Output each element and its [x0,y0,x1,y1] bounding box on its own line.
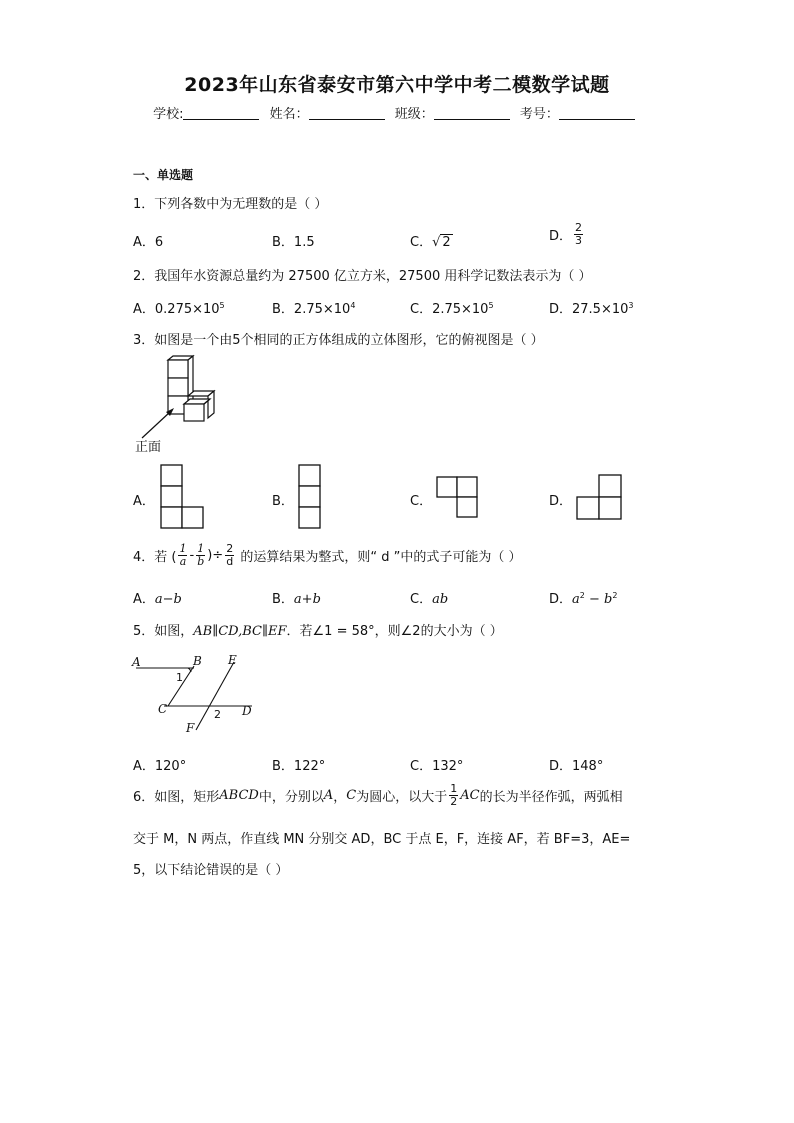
q2-option-d-exp: 3 [628,301,634,310]
q2-option-d-text: D．27.5×10 [549,302,629,317]
school-blank [183,107,259,120]
q1-option-b: B．1.5 [272,235,315,250]
label-e: E [228,653,237,667]
q5-condition: AB∥CD,BC∥EF [193,624,287,639]
q4-option-c-prefix: C． [410,592,433,607]
question-6-line-3: 5，以下结论错误的是（ ） [133,863,289,878]
q5-prefix: 5．如图， [133,624,194,639]
q2-option-b-exp: 4 [350,301,356,310]
q1-option-d-fraction [574,222,583,247]
frac-num: 2 [575,221,583,234]
student-info-row [0,103,794,122]
q4-fraction-1 [178,543,187,568]
frac-num: 1 [179,542,187,555]
q1-option-d-prefix: D． [549,229,573,244]
q2-option-b [272,298,355,317]
q2-option-a [133,298,225,317]
q4-option-d-exp2: 2 [612,591,618,600]
q4-option-d-base: a [572,592,580,607]
frac-num: 2 [226,542,234,555]
q4-prefix: 4．若 ( [133,550,177,565]
frac-den: b [197,555,205,568]
q1-option-c [410,231,453,250]
frac-den: d [226,555,234,568]
q6-text: 的长为半径作弧，两弧相 [479,790,623,805]
q2-option-b-text: B．2.75×10 [272,302,351,317]
q4-divide: )÷ [207,548,224,563]
q3-option-c-label: C． [410,494,433,509]
angle-1-label: 1 [176,671,183,684]
question-6-line-2: 交于 M，N 两点，作直线 MN 分别交 AD，BC 于点 E，F，连接 AF，若 BF=3，AE= [133,832,631,847]
q6-text: ， [333,790,347,805]
q1-option-d [549,222,585,247]
q4-option-b-prefix: B． [272,592,294,607]
question-1-stem: 1．下列各数中为无理数的是（ ） [133,197,328,212]
q3-option-a-label: A． [133,494,155,509]
q2-option-a-exp: 5 [219,301,225,310]
arrow-line [142,412,170,438]
q1-option-a: A．6 [133,235,164,250]
exam-no-label: 考号： [519,107,559,122]
q6-text: 6．如图，矩形 [133,790,220,805]
q6-segment-ac: AC [460,788,480,803]
q5-geometry-figure [130,654,270,736]
front-label: 正面 [135,440,162,455]
label-b: B [193,654,202,668]
q4-option-a-text: a−b [154,592,182,607]
angle-1-arc [188,668,191,672]
frac-num: 1 [450,782,458,795]
question-4-stem [133,543,521,568]
q6-text: 中，分别以 [258,790,324,805]
q4-option-c [410,588,448,607]
q3-option-d-figure [576,474,624,520]
frac-den: a [179,555,187,568]
q4-option-d-mid: − b [584,592,613,607]
q3-option-b-label: B． [272,494,294,509]
school-label: 学校: [153,107,184,122]
q4-option-c-text: ab [432,592,449,607]
q4-option-a [133,588,182,607]
q4-option-d [549,588,617,607]
q2-option-c-exp: 5 [488,301,494,310]
q5-option-d: D．148° [549,759,604,774]
q6-rect-name: ABCD [219,788,259,803]
q2-option-d [549,298,633,317]
sqrt-symbol: √ 2 [432,235,451,250]
q3-option-c-figure [436,476,480,520]
q4-option-d-exp1: 2 [579,591,585,600]
q3-option-a-figure [160,464,210,530]
class-label: 班级： [394,107,434,122]
frac-den: 2 [450,795,458,808]
q2-option-a-text: A．0.275×10 [133,302,220,317]
q4-suffix: 的运算结果为整式，则“ d ”中的式子可能为（ ） [236,550,522,565]
question-3-stem: 3．如图是一个由5个相同的正方体组成的立体图形，它的俯视图是（ ） [133,333,544,348]
class-blank [434,107,510,120]
label-f: F [186,721,195,735]
q6-text: 为圆心，以大于 [356,790,448,805]
q4-minus: - [189,548,195,563]
q1-option-c-radicand: 2 [442,235,451,250]
q4-fraction-3 [225,543,234,568]
q4-option-b [272,588,321,607]
section-heading: 一、单选题 [133,168,194,182]
q4-option-b-text: a+b [293,592,321,607]
frac-den: 3 [575,234,583,247]
exam-no-blank [559,107,635,120]
q5-option-b: B．122° [272,759,326,774]
q6-half-fraction [449,783,458,808]
q5-option-c: C．132° [410,759,464,774]
label-a: A [132,655,141,669]
q5-option-a: A．120° [133,759,187,774]
angle-2-label: 2 [214,708,221,721]
q3-option-b-figure [298,464,324,530]
q6-point-a: A [323,788,334,803]
q4-option-d-prefix: D． [549,592,573,607]
label-c: C [158,702,168,716]
question-2-stem: 2．我国年水资源总量约为 27500 亿立方米，27500 用科学记数法表示为（ ） [133,269,592,284]
frac-num: 1 [197,542,205,555]
name-blank [309,107,385,120]
q2-option-c [410,298,494,317]
question-6-line-1 [133,783,623,808]
q1-option-c-prefix: C． [410,235,433,250]
q4-option-a-prefix: A． [133,592,155,607]
q6-point-c: C [346,788,357,803]
q5-suffix: ．若∠1 = 58°，则∠2的大小为（ ） [286,624,503,639]
label-d: D [242,704,252,718]
page-title: 2023年山东省泰安市第六中学中考二模数学试题 [184,74,610,96]
question-5-stem [133,620,503,639]
name-label: 姓名： [269,107,309,122]
q3-option-d-label: D． [549,494,573,509]
q4-fraction-2 [196,543,205,568]
q2-option-c-text: C．2.75×10 [410,302,489,317]
